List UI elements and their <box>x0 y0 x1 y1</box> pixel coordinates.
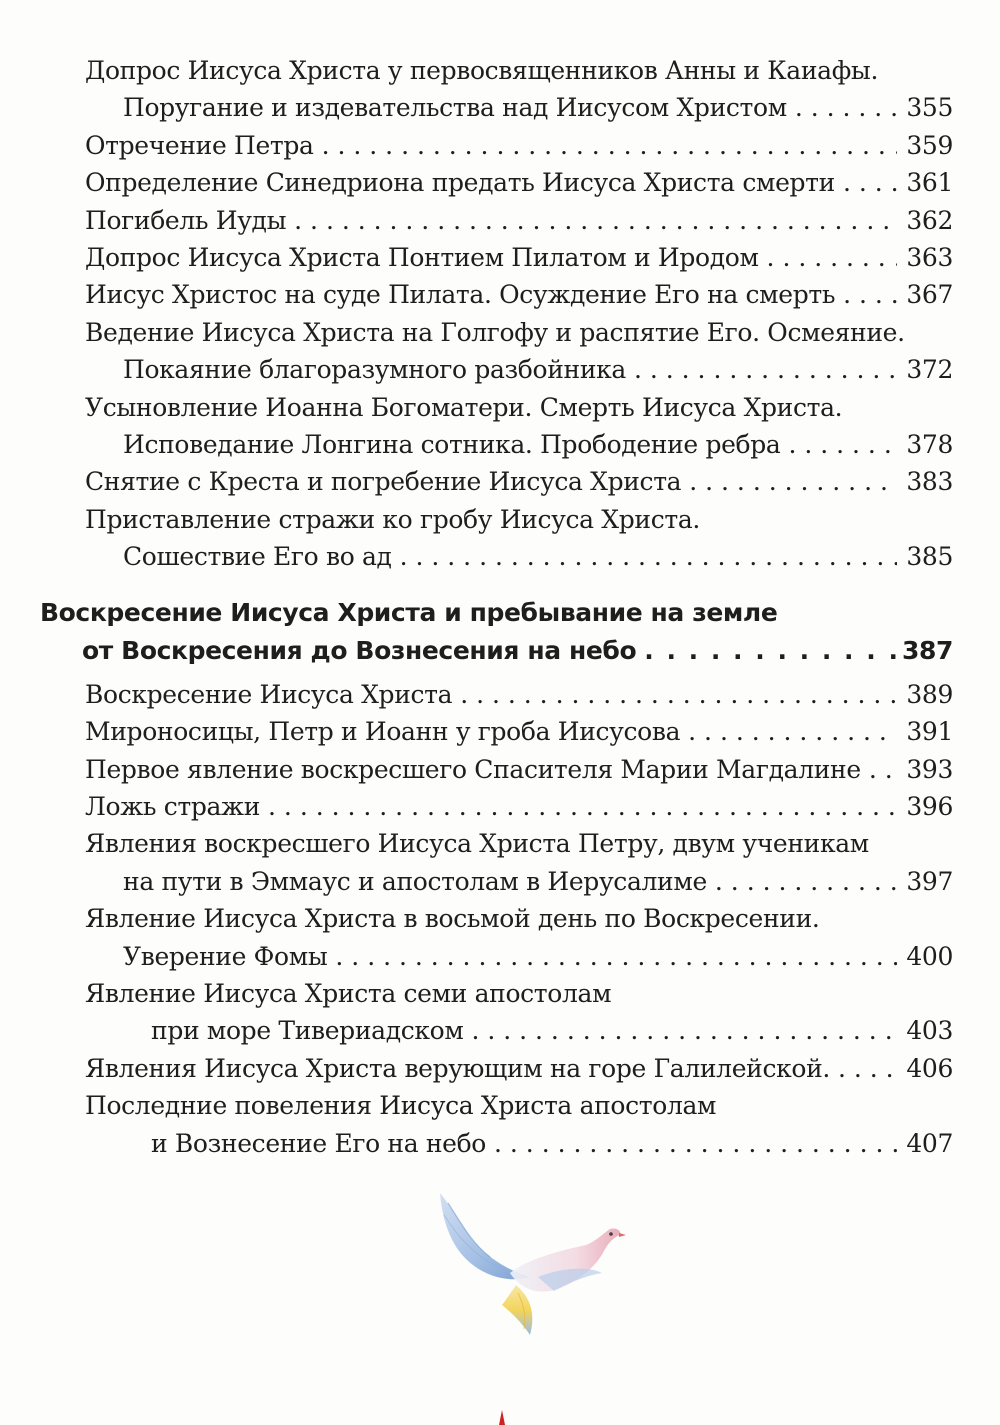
entry-title: Определение Синедриона предать Иисуса Христа смерти <box>85 168 835 198</box>
leader-dots <box>644 632 896 670</box>
leader-dots <box>795 89 897 126</box>
entry-line <box>85 89 953 126</box>
entry-title: на пути в Эммаус и апостолам в Иерусалиме <box>123 866 707 896</box>
entry-line <box>85 164 953 201</box>
entry-title: Ложь стражи <box>85 791 261 821</box>
page-number: 385 <box>906 542 953 572</box>
leader-dots <box>688 713 897 750</box>
entry-line <box>85 351 953 388</box>
dove-tail <box>502 1285 532 1335</box>
page-number: 396 <box>906 791 953 821</box>
entry-title: Последние повеления Иисуса Христа апостолам <box>85 1091 717 1121</box>
entry-title: при море Тивериадском <box>151 1016 464 1046</box>
page-number: 362 <box>906 205 953 235</box>
entry-line <box>85 1087 953 1124</box>
entry-title: Первое явление воскресшего Спасителя Марии Магдалине <box>85 754 861 784</box>
entry-title: Уверение Фомы <box>123 941 328 971</box>
leader-dots <box>471 1012 897 1049</box>
page-number: 355 <box>906 93 953 123</box>
entry-title: Отречение Петра <box>85 130 314 160</box>
entry-line <box>85 52 953 89</box>
entry-line <box>85 1125 953 1162</box>
entry-title: Погибель Иуды <box>85 205 287 235</box>
page-number: 361 <box>906 168 953 198</box>
section-line <box>40 632 953 670</box>
section-heading[interactable] <box>40 594 953 670</box>
page-number: 383 <box>906 467 953 497</box>
page-number: 367 <box>906 280 953 310</box>
entry-title: Приставление стражи ко гробу Иисуса Христа. <box>85 504 700 534</box>
leader-dots <box>335 938 897 975</box>
leader-dots <box>843 276 897 313</box>
leader-dots <box>715 863 897 900</box>
page-number: 400 <box>906 941 953 971</box>
leader-dots <box>689 463 897 500</box>
dove-icon <box>418 1185 628 1345</box>
leader-dots <box>767 239 897 276</box>
entry-line <box>85 127 953 164</box>
toc-entry[interactable] <box>85 676 953 713</box>
entry-title: Воскресение Иисуса Христа <box>85 679 453 709</box>
entry-title: Явление Иисуса Христа в восьмой день по Воскресении. <box>85 904 820 934</box>
toc-entry[interactable] <box>85 314 953 389</box>
entry-title: Усыновление Иоанна Богоматери. Смерть Иисуса Христа. <box>85 392 843 422</box>
leader-dots <box>268 788 897 825</box>
entry-line <box>85 1012 953 1049</box>
entry-line <box>85 825 953 862</box>
entry-title: Снятие с Креста и погребение Иисуса Христа <box>85 467 682 497</box>
toc-entry[interactable] <box>85 52 953 127</box>
entry-line <box>85 713 953 750</box>
entry-line <box>85 538 953 575</box>
leader-dots <box>400 538 897 575</box>
entry-line <box>85 975 953 1012</box>
page-number: 389 <box>906 679 953 709</box>
toc-entry[interactable] <box>85 713 953 750</box>
page-number: 363 <box>906 243 953 273</box>
toc-entry[interactable] <box>85 389 953 464</box>
entry-line <box>85 863 953 900</box>
toc-entry[interactable] <box>85 202 953 239</box>
leader-dots <box>869 751 897 788</box>
entry-line <box>85 389 953 426</box>
entry-title: Иисус Христос на суде Пилата. Осуждение Его на смерть <box>85 280 836 310</box>
page-number: 397 <box>906 866 953 896</box>
entry-title: Явления воскресшего Иисуса Христа Петру, двум ученикам <box>85 829 869 859</box>
toc-entry[interactable] <box>85 751 953 788</box>
entry-title: Исповедание Лонгина сотника. Прободение ребра <box>123 430 781 460</box>
entry-title: Сошествие Его во ад <box>123 542 392 572</box>
entry-line <box>85 676 953 713</box>
leader-dots <box>460 676 897 713</box>
page-number: 403 <box>906 1016 953 1046</box>
section-line <box>40 594 953 632</box>
toc-entry[interactable] <box>85 127 953 164</box>
toc-entry[interactable] <box>85 164 953 201</box>
entry-title: Допрос Иисуса Христа у первосвященников Анны и Каиафы. <box>85 56 879 85</box>
entry-line <box>85 751 953 788</box>
entry-line <box>85 314 953 351</box>
entry-line <box>85 501 953 538</box>
toc-entry[interactable] <box>85 1087 953 1162</box>
page-number: 391 <box>906 717 953 747</box>
section-title: от Воскресения до Вознесения на небо <box>82 635 637 665</box>
leader-dots <box>788 426 897 463</box>
entry-line <box>85 1050 953 1087</box>
entry-line <box>85 239 953 276</box>
page-number: 407 <box>906 1128 953 1158</box>
entry-line <box>85 788 953 825</box>
toc-entry[interactable] <box>85 900 953 975</box>
entry-title: Допрос Иисуса Христа Понтием Пилатом и Иродом <box>85 243 759 273</box>
page-marker-icon <box>499 1410 505 1425</box>
entry-line <box>85 202 953 239</box>
entry-title: и Вознесение Его на небо <box>151 1128 487 1158</box>
entry-title: Явления Иисуса Христа верующим на горе Галилейской. <box>85 1053 830 1083</box>
toc-entry[interactable] <box>85 975 953 1050</box>
leader-dots <box>634 351 897 388</box>
entry-line <box>85 463 953 500</box>
page-number: 406 <box>906 1053 953 1083</box>
table-of-contents <box>40 52 953 1162</box>
toc-entry[interactable] <box>85 825 953 900</box>
leader-dots <box>494 1125 897 1162</box>
page-number: 393 <box>906 754 953 784</box>
leader-dots <box>322 127 897 164</box>
entry-line <box>85 900 953 937</box>
leader-dots <box>843 164 897 201</box>
page-number: 378 <box>906 430 953 460</box>
dove-left-wing <box>440 1193 530 1279</box>
toc-entry[interactable] <box>85 276 953 313</box>
entry-title: Явление Иисуса Христа семи апостолам <box>85 978 612 1008</box>
entry-line <box>85 426 953 463</box>
toc-entry[interactable] <box>85 463 953 500</box>
leader-dots <box>838 1050 897 1087</box>
entry-title: Мироносицы, Петр и Иоанн у гроба Иисусова <box>85 717 681 747</box>
entry-title: Поругание и издевательства над Иисусом Христом <box>123 93 787 123</box>
page-number: 372 <box>906 355 953 385</box>
leader-dots <box>294 202 897 239</box>
section-page-number: 387 <box>902 635 953 665</box>
toc-entry[interactable] <box>85 239 953 276</box>
entry-title: Покаяние благоразумного разбойника <box>123 355 626 385</box>
entry-line <box>85 938 953 975</box>
entry-title: Ведение Иисуса Христа на Голгофу и распятие Его. Осмеяние. <box>85 317 905 347</box>
entry-line <box>85 276 953 313</box>
toc-entry[interactable] <box>85 501 953 576</box>
section-title: Воскресение Иисуса Христа и пребывание на земле <box>40 597 778 627</box>
toc-entry[interactable] <box>85 788 953 825</box>
toc-entry[interactable] <box>85 1050 953 1087</box>
page-number: 359 <box>906 130 953 160</box>
